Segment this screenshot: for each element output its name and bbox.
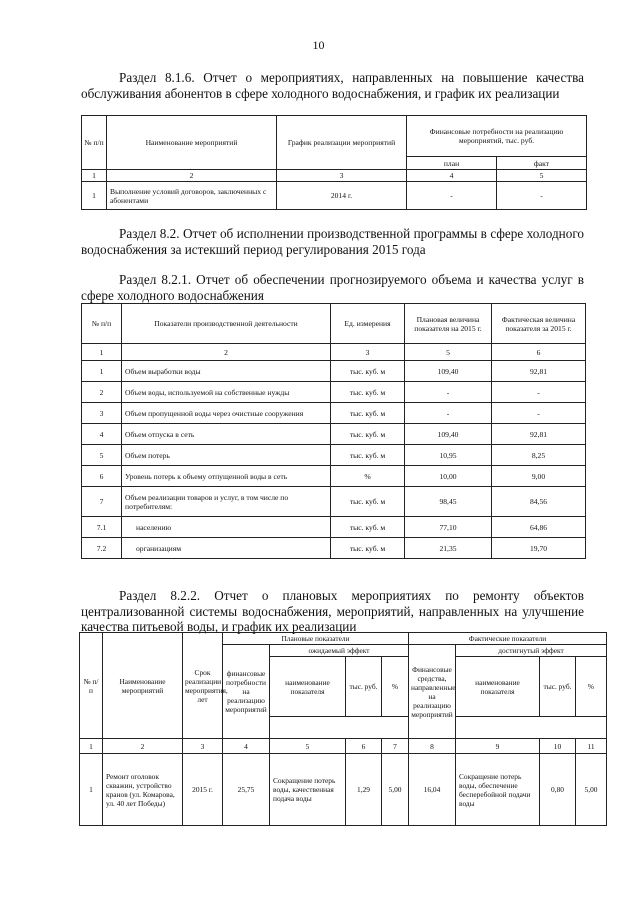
cell-num: 7.2 bbox=[82, 538, 122, 559]
col-header-achieved: достигнутый эффект bbox=[456, 645, 607, 657]
cell-fact: 92,81 bbox=[492, 424, 586, 445]
table-row bbox=[82, 403, 586, 424]
cell-plan: - bbox=[405, 382, 492, 403]
col-header-finance: Финансовые потребности на реализацию мероприятий, тыс. руб. bbox=[407, 116, 587, 157]
col-number: 2 bbox=[103, 739, 183, 754]
column-number-row bbox=[82, 170, 587, 182]
cell-fact: - bbox=[492, 382, 586, 403]
cell-fact: 84,56 bbox=[492, 487, 586, 517]
page-number: 10 bbox=[312, 38, 325, 52]
cell-num: 1 bbox=[82, 361, 122, 382]
cell-plan: - bbox=[405, 403, 492, 424]
cell-fact: 8,25 bbox=[492, 445, 586, 466]
table-row bbox=[82, 466, 586, 487]
col-number: 1 bbox=[82, 170, 107, 182]
col-number: 2 bbox=[107, 170, 277, 182]
col-number: 5 bbox=[405, 344, 492, 361]
col-header-exp-name: наименование показателя bbox=[270, 657, 346, 717]
col-number: 4 bbox=[407, 170, 497, 182]
cell-exp-name: Сокращение потерь воды, качественная подача воды bbox=[270, 754, 346, 826]
col-number: 8 bbox=[409, 739, 456, 754]
col-header-ach-name: наименование показателя bbox=[456, 657, 540, 717]
cell-plan: 77,10 bbox=[405, 517, 492, 538]
col-header-unit: Ед. измерения bbox=[331, 304, 405, 344]
col-number: 5 bbox=[270, 739, 346, 754]
header-spacer bbox=[270, 717, 607, 739]
col-header-actual: Фактические показатели bbox=[409, 633, 607, 645]
cell-num: 4 bbox=[82, 424, 122, 445]
section-8-1-6-heading: Раздел 8.1.6. Отчет о мероприятиях, направленных на повышение качества обслуживания абонентов в сфере холодного водоснабжения, и график их реализации bbox=[81, 70, 584, 101]
cell-fin-fact: 16,04 bbox=[409, 754, 456, 826]
column-number-row bbox=[80, 739, 607, 754]
cell-unit: тыс. куб. м bbox=[331, 403, 405, 424]
cell-name: Объем пропущенной воды через очистные сооружения bbox=[122, 403, 331, 424]
table-row bbox=[82, 517, 586, 538]
cell-plan: 109,40 bbox=[405, 361, 492, 382]
cell-name: Ремонт оголовок скважин, устройство кранов (ул. Комарова, ул. 40 лет Победы) bbox=[103, 754, 183, 826]
cell-plan: - bbox=[407, 182, 497, 210]
col-header-num: № п/п bbox=[82, 116, 107, 170]
cell-unit: тыс. куб. м bbox=[331, 487, 405, 517]
cell-exp-pct: 5,00 bbox=[382, 754, 409, 826]
cell-fact: 64,86 bbox=[492, 517, 586, 538]
table-row bbox=[82, 487, 586, 517]
cell-unit: тыс. куб. м bbox=[331, 445, 405, 466]
cell-unit: тыс. куб. м bbox=[331, 382, 405, 403]
col-header-fin-fact: Финансовые средства, направленные на реализацию мероприятий bbox=[409, 645, 456, 739]
col-number: 5 bbox=[497, 170, 587, 182]
col-header-term: Срок реализации мероприятия, лет bbox=[183, 633, 223, 739]
cell-exp-rub: 1,29 bbox=[346, 754, 382, 826]
cell-num: 7 bbox=[82, 487, 122, 517]
cell-name: Объем воды, используемой на собственные нужды bbox=[122, 382, 331, 403]
col-header-fact: факт bbox=[497, 157, 587, 170]
col-header-schedule: График реализации мероприятий bbox=[277, 116, 407, 170]
col-header-num: № п/ п bbox=[80, 633, 103, 739]
col-number: 6 bbox=[492, 344, 586, 361]
col-number: 3 bbox=[331, 344, 405, 361]
cell-unit: тыс. куб. м bbox=[331, 361, 405, 382]
cell-fin-plan: 25,75 bbox=[223, 754, 270, 826]
table-row bbox=[82, 361, 586, 382]
cell-fact: - bbox=[497, 182, 587, 210]
cell-name: Выполнение условий договоров, заключенных с абонентами bbox=[107, 182, 277, 210]
cell-unit: тыс. куб. м bbox=[331, 538, 405, 559]
cell-name: организациям bbox=[122, 538, 331, 559]
col-header-ach-pct: % bbox=[576, 657, 607, 717]
cell-num: 1 bbox=[82, 182, 107, 210]
col-header-name: Наименование мероприятий bbox=[103, 633, 183, 739]
cell-ach-rub: 0,80 bbox=[540, 754, 576, 826]
table-row bbox=[82, 182, 587, 210]
cell-plan: 10,95 bbox=[405, 445, 492, 466]
cell-num: 3 bbox=[82, 403, 122, 424]
cell-name: населению bbox=[122, 517, 331, 538]
col-header-name: Показатели производственной деятельности bbox=[122, 304, 331, 344]
cell-plan: 109,40 bbox=[405, 424, 492, 445]
col-header-ach-rub: тыс. руб. bbox=[540, 657, 576, 717]
col-number: 11 bbox=[576, 739, 607, 754]
col-header-plan: Плановая величина показателя на 2015 г. bbox=[405, 304, 492, 344]
cell-name: Объем потерь bbox=[122, 445, 331, 466]
col-number: 10 bbox=[540, 739, 576, 754]
cell-ach-pct: 5,00 bbox=[576, 754, 607, 826]
table-8-2-2 bbox=[79, 632, 607, 826]
cell-fact: 9,00 bbox=[492, 466, 586, 487]
section-8-2-2-heading: Раздел 8.2.2. Отчет о плановых мероприятиях по ремонту объектов централизованной системы водоснабжения, мероприятий, направленных на улучшение качества питьевой воды, и график их реализации bbox=[81, 588, 584, 634]
cell-schedule: 2014 г. bbox=[277, 182, 407, 210]
cell-num: 6 bbox=[82, 466, 122, 487]
table-row bbox=[80, 754, 607, 826]
col-number: 1 bbox=[82, 344, 122, 361]
cell-num: 7.1 bbox=[82, 517, 122, 538]
cell-num: 1 bbox=[80, 754, 103, 826]
cell-fact: - bbox=[492, 403, 586, 424]
column-number-row bbox=[82, 344, 586, 361]
cell-plan: 10,00 bbox=[405, 466, 492, 487]
col-header-plan: план bbox=[407, 157, 497, 170]
cell-num: 5 bbox=[82, 445, 122, 466]
col-header-num: № п/п bbox=[82, 304, 122, 344]
cell-ach-name: Сокращение потерь воды, обеспечение бесперебойной подачи воды bbox=[456, 754, 540, 826]
col-header-planned: Плановые показатели bbox=[223, 633, 409, 645]
table-8-1-6 bbox=[81, 115, 587, 210]
table-row bbox=[82, 382, 586, 403]
cell-name: Уровень потерь к объему отпущенной воды в сеть bbox=[122, 466, 331, 487]
col-header-expected: ожидаемый эффект bbox=[270, 645, 409, 657]
col-number: 3 bbox=[183, 739, 223, 754]
col-number: 4 bbox=[223, 739, 270, 754]
col-number: 2 bbox=[122, 344, 331, 361]
col-header-name: Наименование мероприятий bbox=[107, 116, 277, 170]
cell-name: Объем отпуска в сеть bbox=[122, 424, 331, 445]
col-number: 9 bbox=[456, 739, 540, 754]
cell-fact: 19,70 bbox=[492, 538, 586, 559]
cell-unit: % bbox=[331, 466, 405, 487]
section-8-2-heading: Раздел 8.2. Отчет об исполнении производственной программы в сфере холодного водоснабжения за истекший период регулирования 2015 года bbox=[81, 226, 584, 257]
table-row bbox=[82, 538, 586, 559]
table-row bbox=[82, 445, 586, 466]
cell-name: Объем реализации товаров и услуг, в том числе по потребителям: bbox=[122, 487, 331, 517]
col-header-fact: Фактическая величина показателя за 2015 г. bbox=[492, 304, 586, 344]
table-8-2-1 bbox=[81, 303, 586, 559]
col-header-exp-pct: % bbox=[382, 657, 409, 717]
col-number: 1 bbox=[80, 739, 103, 754]
cell-unit: тыс. куб. м bbox=[331, 424, 405, 445]
col-header-exp-rub: тыс. руб. bbox=[346, 657, 382, 717]
cell-plan: 98,45 bbox=[405, 487, 492, 517]
cell-fact: 92,81 bbox=[492, 361, 586, 382]
section-8-2-1-heading: Раздел 8.2.1. Отчет об обеспечении прогнозируемого объема и качества услуг в сфере холодного водоснабжения bbox=[81, 272, 584, 303]
col-number: 7 bbox=[382, 739, 409, 754]
cell-unit: тыс. куб. м bbox=[331, 517, 405, 538]
cell-plan: 21,35 bbox=[405, 538, 492, 559]
cell-num: 2 bbox=[82, 382, 122, 403]
cell-name: Объем выработки воды bbox=[122, 361, 331, 382]
col-header-fin-plan: финансовые потребности на реализацию мероприятий bbox=[223, 645, 270, 739]
cell-term: 2015 г. bbox=[183, 754, 223, 826]
table-row bbox=[82, 424, 586, 445]
col-number: 6 bbox=[346, 739, 382, 754]
col-number: 3 bbox=[277, 170, 407, 182]
